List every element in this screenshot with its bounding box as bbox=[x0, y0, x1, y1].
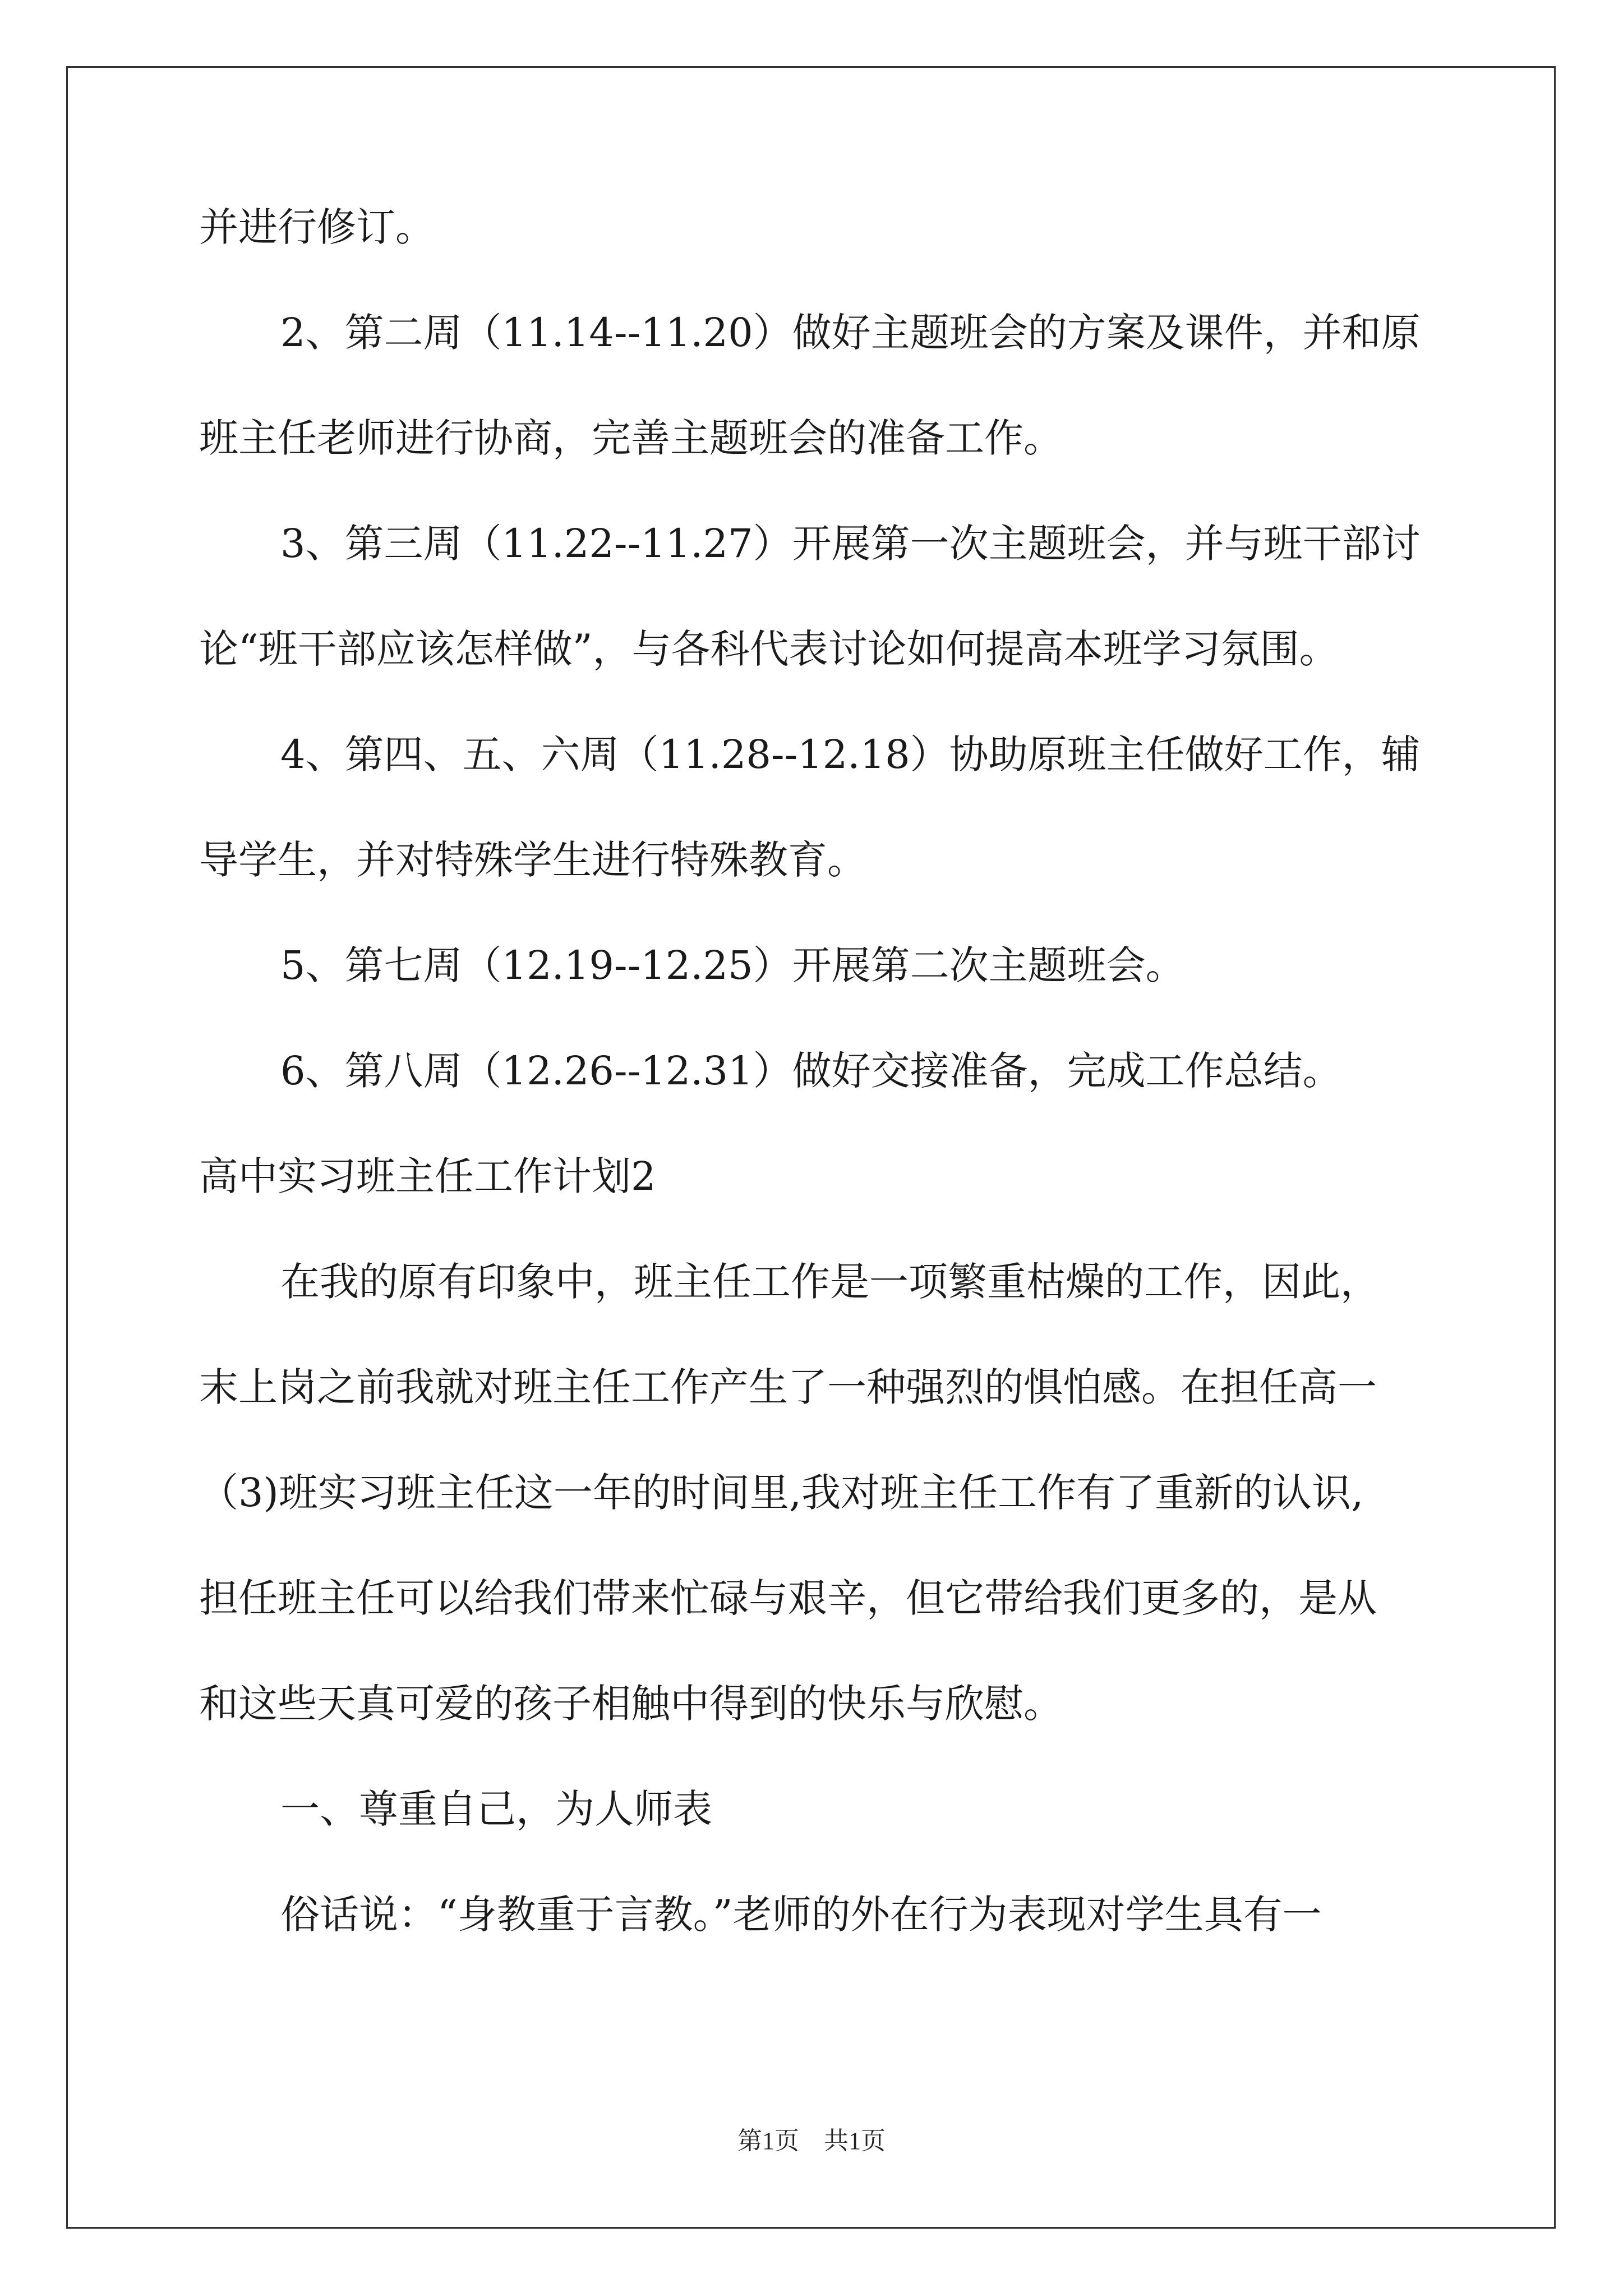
paragraph-line: 3、第三周（11.22--11.27）开展第一次主题班会，并与班干部讨 bbox=[280, 521, 1421, 567]
subsection-heading: 一、尊重自己，为人师表 bbox=[280, 1786, 712, 1832]
section-heading: 高中实习班主任工作计划2 bbox=[199, 1153, 656, 1199]
paragraph-line: 俗话说：“身教重于言教。”老师的外在行为表现对学生具有一 bbox=[280, 1892, 1322, 1938]
paragraph-line: 论“班干部应该怎样做”，与各科代表讨论如何提高本班学习氛围。 bbox=[199, 626, 1339, 672]
paragraph-line: （3)班实习班主任这一年的时间里,我对班主任工作有了重新的认识, bbox=[199, 1470, 1364, 1516]
paragraph-line: 在我的原有印象中，班主任工作是一项繁重枯燥的工作，因此， bbox=[280, 1259, 1380, 1305]
paragraph-line: 导学生，并对特殊学生进行特殊教育。 bbox=[199, 837, 866, 883]
paragraph-line: 6、第八周（12.26--12.31）做好交接准备，完成工作总结。 bbox=[280, 1048, 1342, 1094]
paragraph-line: 末上岗之前我就对班主任工作产生了一种强烈的惧怕感。在担任高一 bbox=[199, 1364, 1377, 1410]
paragraph-line: 并进行修订。 bbox=[199, 204, 435, 250]
paragraph-line: 4、第四、五、六周（11.28--12.18）协助原班主任做好工作，辅 bbox=[280, 731, 1421, 777]
paragraph-line: 5、第七周（12.19--12.25）开展第二次主题班会。 bbox=[280, 942, 1185, 988]
page-number-footer: 第1页 共1页 bbox=[737, 2127, 886, 2155]
paragraph-line: 班主任老师进行协商，完善主题班会的准备工作。 bbox=[199, 415, 1063, 461]
paragraph-line: 2、第二周（11.14--11.20）做好主题班会的方案及课件，并和原 bbox=[280, 310, 1421, 356]
paragraph-line: 担任班主任可以给我们带来忙碌与艰辛，但它带给我们更多的，是从 bbox=[199, 1575, 1377, 1621]
paragraph-line: 和这些天真可爱的孩子相触中得到的快乐与欣慰。 bbox=[199, 1681, 1063, 1727]
